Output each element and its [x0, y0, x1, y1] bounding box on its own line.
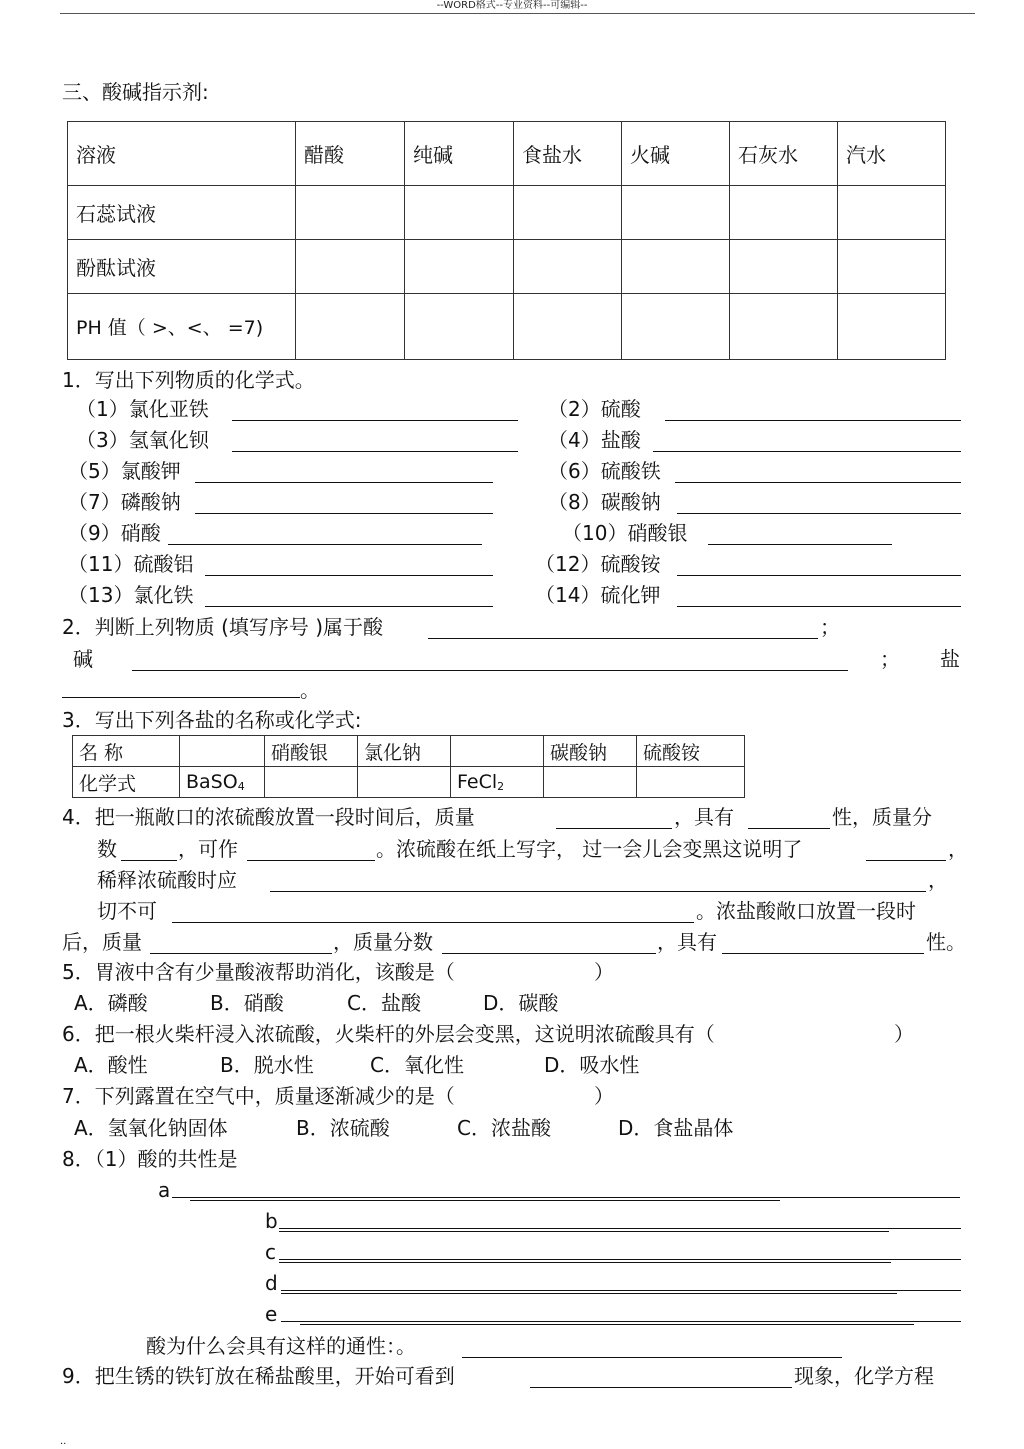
answer-line[interactable]	[121, 860, 177, 861]
q6-option[interactable]: A．酸性	[74, 1053, 148, 1077]
answer-line-extra	[279, 1231, 889, 1232]
q4-text: 后，质量	[62, 930, 142, 954]
q6-option[interactable]: D．吸水性	[544, 1053, 640, 1077]
q5-option[interactable]: B．硝酸	[210, 991, 284, 1015]
q1-item-left: （13）氯化铁	[68, 583, 194, 607]
answer-cell[interactable]	[622, 240, 730, 294]
answer-cell[interactable]	[730, 240, 838, 294]
q1-item-right: （8）碳酸钠	[548, 490, 661, 514]
answer-line[interactable]	[232, 451, 518, 452]
q1-item-left: （9）硝酸	[68, 521, 161, 545]
answer-line[interactable]	[172, 1197, 960, 1198]
q2-semicolon: ；	[880, 647, 900, 671]
answer-line-extra	[190, 1200, 780, 1201]
salt-formula-cell	[451, 767, 544, 798]
q7-option[interactable]: D．食盐晶体	[618, 1116, 734, 1140]
salt-formula-cell	[180, 767, 265, 798]
answer-cell[interactable]	[838, 240, 946, 294]
q8-why: 酸为什么会具有这样的通性：。	[146, 1334, 416, 1358]
q4-text: ，质量分数	[333, 930, 433, 954]
answer-cell[interactable]	[296, 240, 405, 294]
answer-cell[interactable]	[730, 294, 838, 360]
q8-letter: d	[265, 1271, 278, 1295]
q4-text: ，	[948, 837, 968, 861]
indicator-table	[67, 121, 946, 360]
answer-line[interactable]	[556, 828, 672, 829]
q8-title: 8．（1）酸的共性是	[62, 1147, 238, 1171]
q5-close: ）	[594, 960, 614, 984]
q2-base-label: 碱	[73, 647, 93, 671]
table-header-cell: 溶液	[68, 122, 296, 186]
salt-name-cell: 硫酸铵	[637, 736, 745, 767]
table-header-cell: 火碱	[622, 122, 730, 186]
section-title: 三、酸碱指示剂:	[62, 80, 209, 104]
q4-text: ，具有	[657, 930, 717, 954]
answer-cell[interactable]	[622, 186, 730, 240]
q6-stem: 6．把一根火柴杆浸入浓硫酸，火柴杆的外层会变黑，这说明浓硫酸具有（	[62, 1022, 715, 1046]
table-header-cell: 汽水	[838, 122, 946, 186]
salt-name-cell[interactable]	[180, 736, 265, 767]
header-rule	[60, 13, 975, 14]
answer-line[interactable]	[428, 638, 818, 639]
salt-formula-cell[interactable]	[265, 767, 358, 798]
q6-close: ）	[894, 1022, 914, 1046]
q1-item-left: （3）氢氧化钡	[76, 428, 209, 452]
q1-item-left: （1）氯化亚铁	[76, 397, 209, 421]
table-header-cell: 醋酸	[296, 122, 405, 186]
answer-line[interactable]	[195, 513, 493, 514]
q6-option[interactable]: C．氧化性	[370, 1053, 464, 1077]
formula-text: FeCl	[457, 771, 498, 793]
answer-line[interactable]	[675, 482, 961, 483]
answer-line-extra	[300, 1324, 914, 1325]
question-2-text: 2．判断上列物质 (填写序号 )属于酸	[62, 615, 384, 639]
q4-text: 。浓盐酸敞口放置一段时	[696, 899, 916, 923]
answer-line[interactable]	[530, 1387, 792, 1388]
formula-subscript: 2	[497, 780, 505, 793]
answer-line[interactable]	[866, 860, 946, 861]
q9-text: 现象，化学方程	[794, 1364, 934, 1388]
answer-cell[interactable]	[296, 294, 405, 360]
answer-line-extra	[279, 1262, 891, 1263]
q1-item-right: （14）硫化钾	[535, 583, 661, 607]
page-header: --WORD格式--专业资料--可编辑--	[436, 0, 588, 11]
q5-option[interactable]: C．盐酸	[347, 991, 421, 1015]
table-header-cell: 石灰水	[730, 122, 838, 186]
answer-line[interactable]	[665, 420, 961, 421]
q4-text: ，可作	[178, 837, 238, 861]
answer-cell[interactable]	[405, 294, 514, 360]
q8-letter: e	[265, 1302, 278, 1326]
answer-cell[interactable]	[296, 186, 405, 240]
table-row-label: PH 值（ >、<、 =7)	[68, 294, 296, 360]
q2-semicolon: ；	[820, 615, 840, 639]
answer-line[interactable]	[132, 670, 848, 671]
q4-text: 切不可	[97, 899, 157, 923]
q1-item-right: （10）硝酸银	[562, 521, 688, 545]
q2-period: 。	[300, 678, 320, 702]
q1-item-right: （12）硫酸铵	[535, 552, 661, 576]
q4-text: 性。	[926, 930, 966, 954]
question-3-title: 3．写出下列各盐的名称或化学式:	[62, 708, 362, 732]
q4-text: ，具有	[674, 805, 734, 829]
salt-formula-cell[interactable]	[544, 767, 637, 798]
table-header-cell: 纯碱	[405, 122, 514, 186]
answer-line[interactable]	[442, 953, 656, 954]
answer-cell[interactable]	[405, 186, 514, 240]
question-1-title: 1．写出下列物质的化学式。	[62, 368, 315, 392]
answer-line[interactable]	[677, 575, 961, 576]
q8-letter: c	[265, 1240, 276, 1264]
answer-line[interactable]	[748, 828, 830, 829]
formula-text: BaSO	[186, 771, 238, 793]
salt-name-cell: 硝酸银	[265, 736, 358, 767]
q5-option[interactable]: A．磷酸	[74, 991, 148, 1015]
salt-table	[72, 735, 745, 798]
q1-item-left: （11）硫酸铝	[68, 552, 194, 576]
q7-option[interactable]: A．氢氧化钠固体	[74, 1116, 228, 1140]
salt-name-cell[interactable]	[451, 736, 544, 767]
answer-line[interactable]	[168, 544, 482, 545]
answer-cell[interactable]	[514, 186, 622, 240]
q4-text: 性，质量分	[832, 805, 932, 829]
answer-line-extra	[281, 1293, 897, 1294]
q4-text: ，	[928, 868, 948, 892]
salt-formula-label: 化学式	[73, 767, 180, 798]
answer-cell[interactable]	[622, 294, 730, 360]
answer-line[interactable]	[708, 544, 892, 545]
salt-name-label: 名 称	[73, 736, 180, 767]
answer-line[interactable]	[205, 575, 493, 576]
answer-line[interactable]	[279, 1228, 961, 1229]
salt-name-cell: 碳酸钠	[544, 736, 637, 767]
formula-subscript: 4	[237, 780, 245, 793]
answer-line[interactable]	[677, 606, 961, 607]
answer-line[interactable]	[247, 860, 375, 861]
q1-item-left: （7）磷酸钠	[68, 490, 181, 514]
salt-formula-cell[interactable]	[358, 767, 451, 798]
q8-letter: a	[158, 1178, 171, 1202]
answer-line[interactable]	[172, 922, 694, 923]
q8-letter: b	[265, 1209, 278, 1233]
answer-line[interactable]	[232, 420, 518, 421]
q6-option[interactable]: B．脱水性	[220, 1053, 314, 1077]
answer-line[interactable]	[150, 953, 332, 954]
answer-cell[interactable]	[730, 186, 838, 240]
answer-cell[interactable]	[405, 240, 514, 294]
q4-text: 数	[97, 837, 117, 861]
salt-name-cell: 氯化钠	[358, 736, 451, 767]
table-header-cell: 食盐水	[514, 122, 622, 186]
answer-line[interactable]	[281, 1321, 961, 1322]
table-row-label: 酚酞试液	[68, 240, 296, 294]
q4-text: 。浓硫酸在纸上写字， 过一会儿会变黑这说明了	[376, 837, 803, 861]
q9-text: 9．把生锈的铁钉放在稀盐酸里，开始可看到	[62, 1364, 455, 1388]
salt-formula-cell[interactable]	[637, 767, 745, 798]
answer-line[interactable]	[195, 482, 493, 483]
q7-option[interactable]: C．浓盐酸	[457, 1116, 551, 1140]
answer-cell[interactable]	[514, 240, 622, 294]
q7-option[interactable]: B．浓硫酸	[296, 1116, 390, 1140]
q1-item-right: （2）硫酸	[548, 397, 641, 421]
q1-item-right: （4）盐酸	[548, 428, 641, 452]
q7-stem: 7．下列露置在空气中，质量逐渐减少的是（	[62, 1084, 455, 1108]
answer-line[interactable]	[270, 891, 926, 892]
q1-item-left: （5）氯酸钾	[68, 459, 181, 483]
q4-text: 4．把一瓶敞口的浓硫酸放置一段时间后，质量	[62, 805, 475, 829]
answer-line[interactable]	[722, 953, 924, 954]
footer-mark: ..	[60, 1436, 67, 1447]
answer-cell[interactable]	[514, 294, 622, 360]
q1-item-right: （6）硫酸铁	[548, 459, 661, 483]
answer-cell[interactable]	[838, 186, 946, 240]
q4-text: 稀释浓硫酸时应	[97, 868, 237, 892]
q7-close: ）	[594, 1084, 614, 1108]
answer-line[interactable]	[279, 1259, 961, 1260]
answer-cell[interactable]	[838, 294, 946, 360]
q5-stem: 5．胃液中含有少量酸液帮助消化，该酸是（	[62, 960, 455, 984]
answer-line[interactable]	[462, 1357, 842, 1358]
answer-line[interactable]	[205, 606, 493, 607]
answer-line[interactable]	[281, 1290, 961, 1291]
answer-line[interactable]	[677, 513, 961, 514]
answer-line[interactable]	[653, 451, 961, 452]
table-row-label: 石蕊试液	[68, 186, 296, 240]
q2-salt-label: 盐	[940, 647, 960, 671]
q5-option[interactable]: D．碳酸	[483, 991, 559, 1015]
answer-line[interactable]	[62, 697, 300, 698]
